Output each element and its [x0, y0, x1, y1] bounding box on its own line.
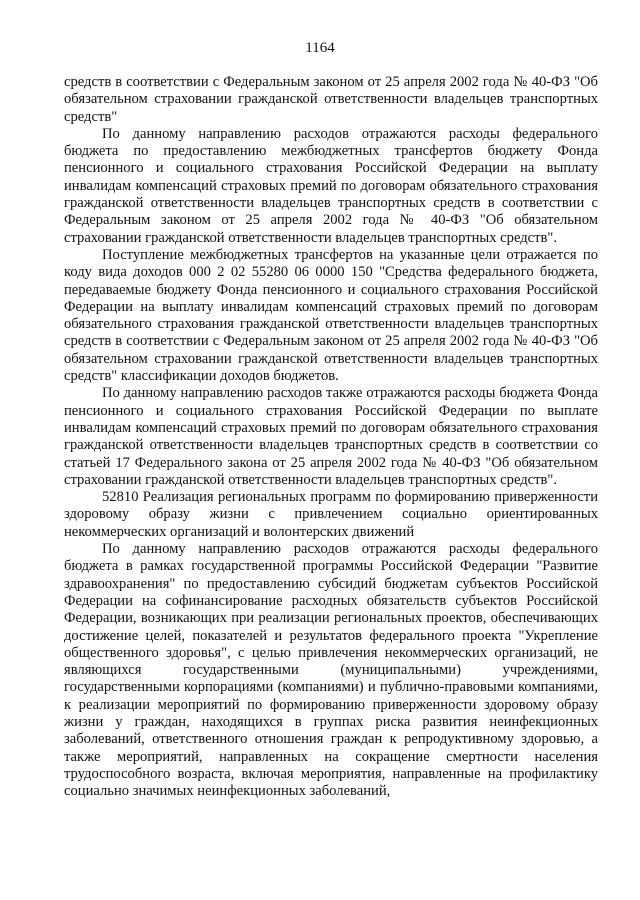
section-heading-paragraph: 52810 Реализация региональных программ по формированию приверженности здоровому образу жизни с привлечением социально ориентированных некоммерческих организаций и волонтерских движений [64, 489, 598, 540]
paragraph: По данному направлению расходов отражаются расходы федерального бюджета в рамках государственной программы Российской Федерации "Развитие здравоохранения" по предоставлению субсидий бюджетам субъектов Российской Федерации на софинансирование расходных обязательств субъектов Российской Федерации, возникающих при реализации региональных проектов, обеспечивающих достижение целей, показателей и результатов федерального проекта "Укрепление общественного здоровья", с целью привлечения некоммерческих организаций, не являющихся государственными (муниципальными) учреждениями, государственными корпорациями (компаниями) и публично-правовыми компаниями, к реализации мероприятий по формированию приверженности здоровому образу жизни у граждан, находящихся в группах риска развития неинфекционных заболеваний, ответственного отношения граждан к репродуктивному здоровью, а также мероприятий, направленных на сокращение смертности населения трудоспособного возраста, включая мероприятия, направленные на профилактику социально значимых неинфекционных заболеваний, [64, 541, 598, 800]
paragraph: По данному направлению расходов также отражаются расходы бюджета Фонда пенсионного и социального страхования Российской Федерации по выплате инвалидам компенсаций страховых премий по договорам обязательного страхования гражданской ответственности владельцев транспортных средств в соответствии со статьей 17 Федерального закона от 25 апреля 2002 года № 40-ФЗ "Об обязательном страховании гражданской ответственности владельцев транспортных средств". [64, 385, 598, 488]
paragraph: Поступление межбюджетных трансфертов на указанные цели отражается по коду вида доходов 000 2 02 55280 06 0000 150 "Средства федерального бюджета, передаваемые бюджету Фонда пенсионного и социального страхования Российской Федерации на выплату инвалидам компенсаций страховых премий по договорам обязательного страхования гражданской ответственности владельцев транспортных средств в соответствии с Федеральным законом от 25 апреля 2002 года № 40-ФЗ "Об обязательном страховании гражданской ответственности владельцев транспортных средств" классификации доходов бюджетов. [64, 246, 598, 385]
page-number: 1164 [305, 40, 335, 56]
paragraph: средств в соответствии с Федеральным законом от 25 апреля 2002 года № 40-ФЗ "Об обязательном страховании гражданской ответственности владельцев транспортных средств" [64, 74, 598, 125]
document-body [64, 74, 598, 800]
paragraph: По данному направлению расходов отражаются расходы федерального бюджета по предоставлению межбюджетных трансфертов бюджету Фонда пенсионного и социального страхования Российской Федерации на выплату инвалидам компенсаций страховых премий по договорам обязательного страхования гражданской ответственности владельцев транспортных средств в соответствии с Федеральным законом от 25 апреля 2002 года № 40-ФЗ "Об обязательном страховании гражданской ответственности владельцев транспортных средств". [64, 125, 598, 246]
